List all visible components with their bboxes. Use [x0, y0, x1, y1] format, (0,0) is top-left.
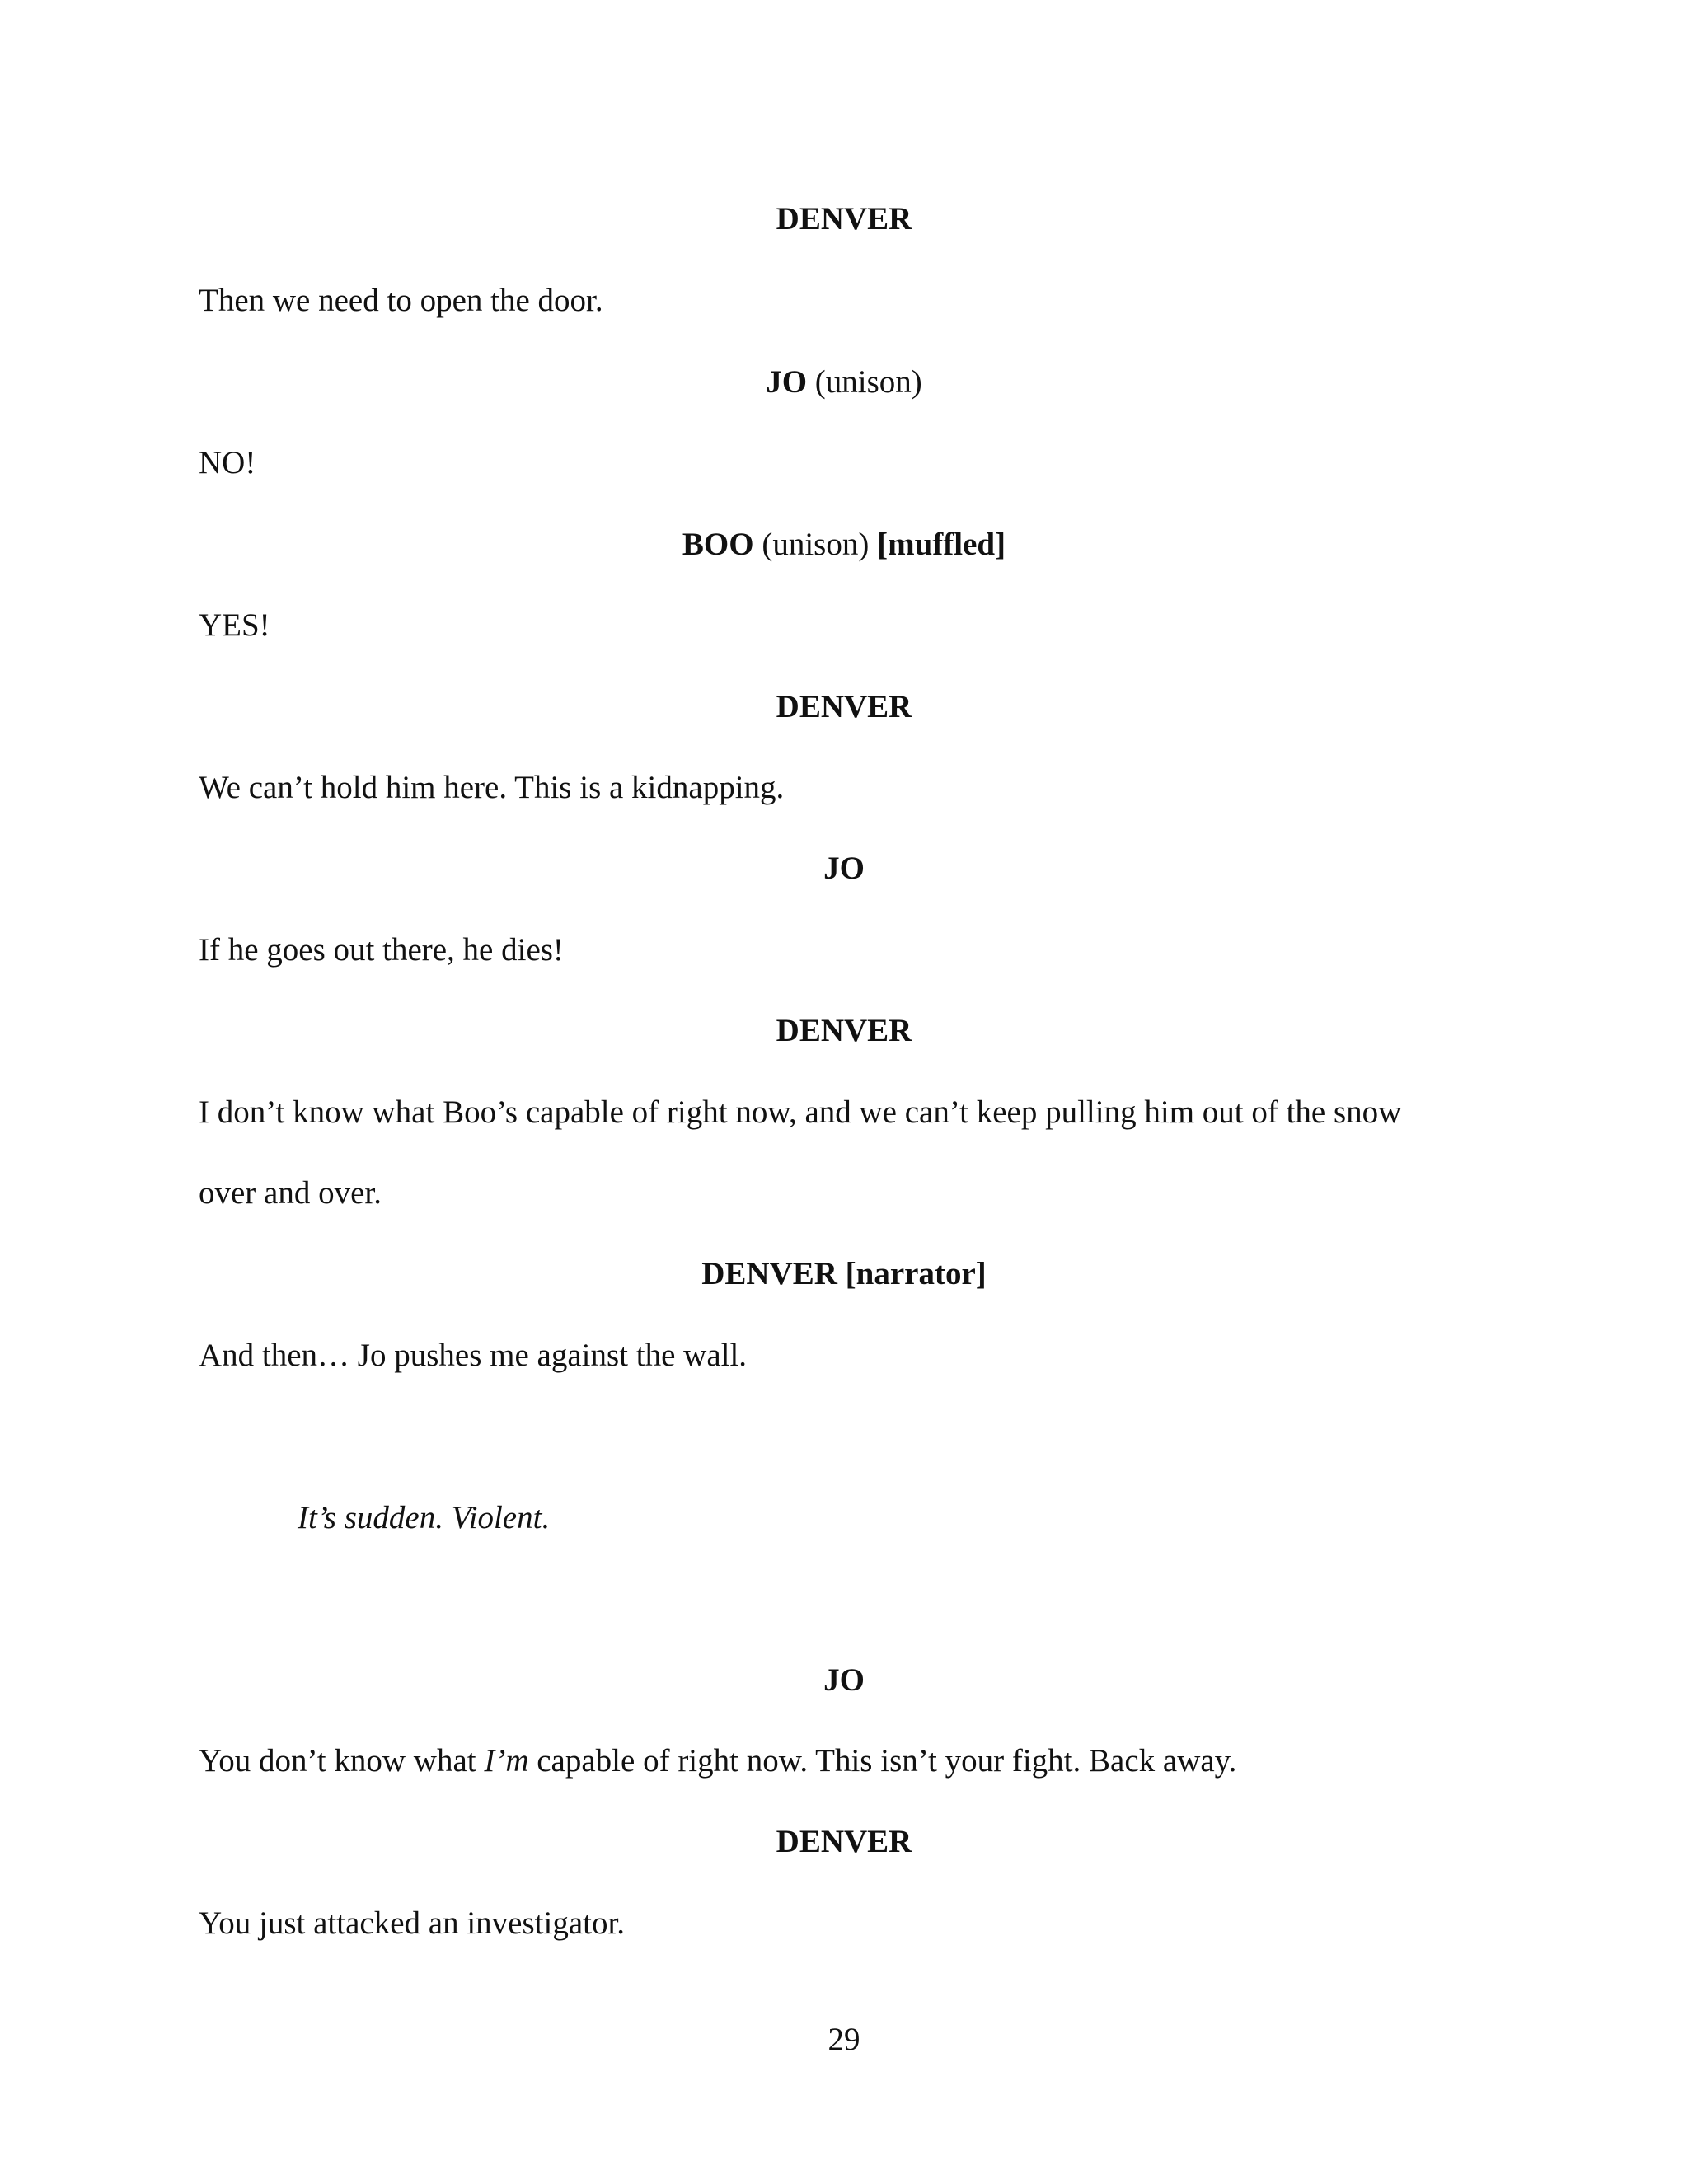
parenthetical: (unison): [814, 364, 922, 400]
dialogue-line: I don’t know what Boo’s capable of right now, and we can’t keep pulling him out of the snow: [199, 1094, 1402, 1130]
character-cue: DENVER: [776, 689, 912, 724]
dialogue-line: [199, 1741, 1236, 1781]
character-cue: DENVER: [776, 1013, 912, 1048]
dialogue-line: Then we need to open the door.: [199, 283, 603, 318]
character-cue: DENVER: [776, 1824, 912, 1859]
dialogue-line: YES!: [199, 607, 270, 643]
dialogue-line: NO!: [199, 445, 256, 480]
dialogue-line: over and over.: [199, 1175, 382, 1211]
character-cue: JO: [823, 851, 865, 886]
dialogue-line: If he goes out there, he dies!: [199, 932, 564, 968]
parenthetical: (unison): [762, 527, 870, 562]
dialogue-text: You don’t know what: [199, 1743, 485, 1779]
dialogue-line: And then… Jo pushes me against the wall.: [199, 1338, 748, 1373]
character-cue: [0, 363, 1688, 402]
page-number: 29: [828, 2022, 860, 2057]
stage-direction: It’s sudden. Violent.: [298, 1500, 551, 1535]
character-cue: [0, 525, 1688, 565]
character-name: JO: [766, 364, 808, 400]
dialogue-emphasis: I’m: [484, 1743, 529, 1779]
character-name: BOO: [682, 527, 754, 562]
dialogue-line: We can’t hold him here. This is a kidnapping.: [199, 770, 785, 805]
dialogue-text: capable of right now. This isn’t your fight. Back away.: [528, 1743, 1237, 1779]
character-cue: JO: [823, 1662, 865, 1698]
delivery-note: [muffled]: [877, 527, 1006, 562]
character-cue: DENVER: [776, 201, 912, 237]
character-cue: DENVER [narrator]: [701, 1256, 987, 1291]
dialogue-line: You just attacked an investigator.: [199, 1905, 626, 1941]
